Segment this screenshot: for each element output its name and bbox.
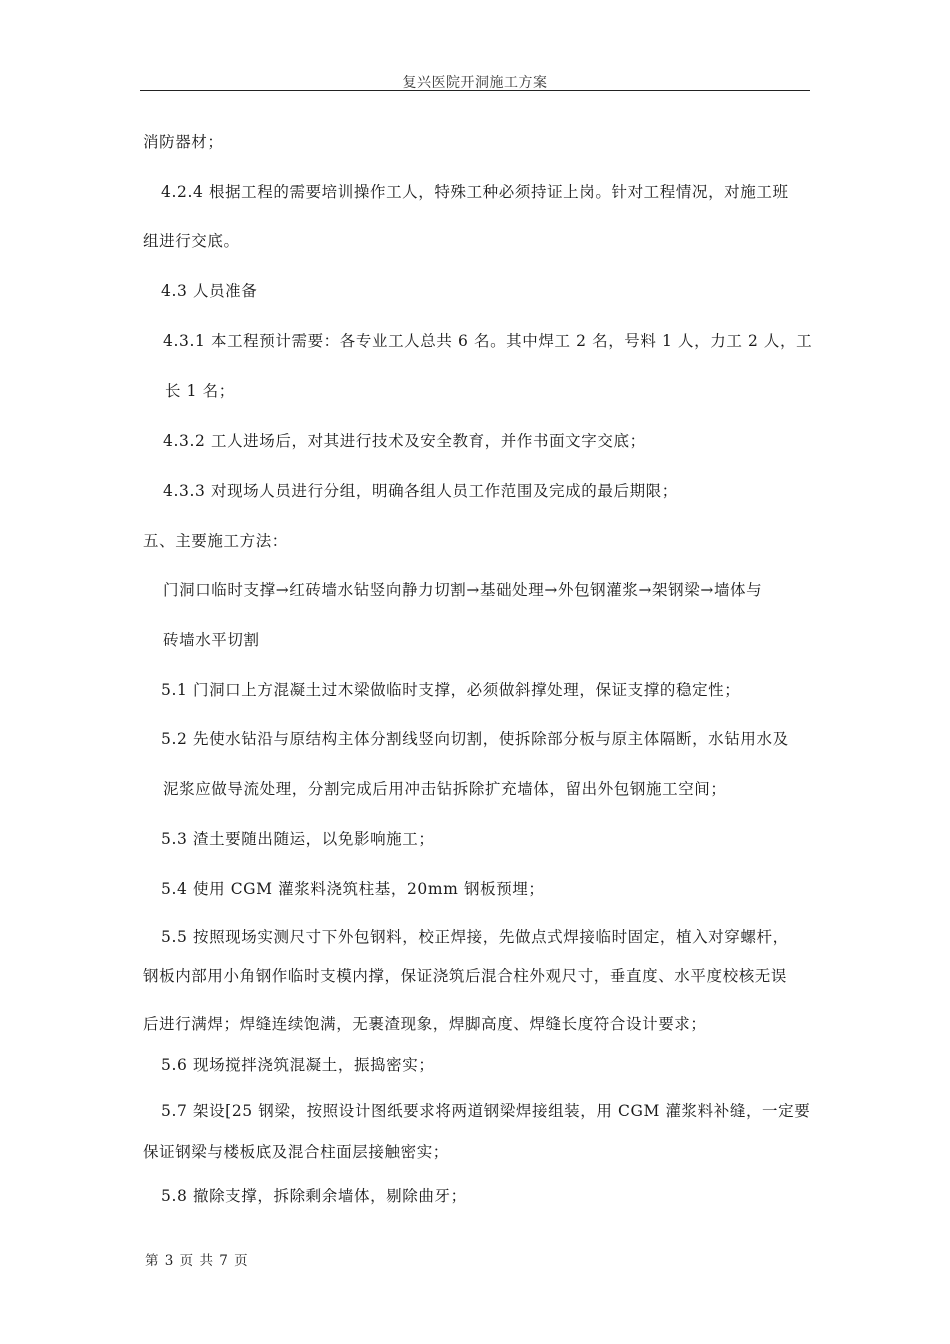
text-line: 5.1 门洞口上方混凝土过木梁做临时支撑，必须做斜撑处理，保证支撑的稳定性；	[161, 681, 741, 699]
text-line: 钢板内部用小角钢作临时支模内撑，保证浇筑后混合柱外观尺寸，垂直度、水平度校核无误	[143, 967, 788, 985]
text-line: 4.3.3 对现场人员进行分组，明确各组人员工作范围及完成的最后期限；	[163, 482, 678, 500]
section-heading: 4.3 人员准备	[161, 282, 258, 300]
text-line: 5.7 架设[25 钢梁，按照设计图纸要求将两道钢梁焊接组装，用 CGM 灌浆料补缝，一定要	[161, 1102, 811, 1120]
text-line: 4.2.4 根据工程的需要培训操作工人，特殊工种必须持证上岗。针对工程情况，对施工班	[161, 183, 789, 201]
text-line: 门洞口临时支撑→红砖墙水钻竖向静力切割→基础处理→外包钢灌浆→架钢梁→墙体与	[163, 581, 763, 599]
text-line: 长 1 名；	[165, 382, 235, 400]
page-header-title: 复兴医院开洞施工方案	[402, 75, 548, 91]
text-line: 组进行交底。	[143, 232, 240, 250]
text-line: 保证钢梁与楼板底及混合柱面层接触密实；	[143, 1143, 449, 1161]
text-line: 5.2 先使水钻沿与原结构主体分割线竖向切割，使拆除部分板与原主体隔断，水钻用水及	[161, 730, 789, 748]
text-line: 5.6 现场搅拌浇筑混凝土，振捣密实；	[161, 1056, 435, 1074]
header-rule	[140, 90, 810, 91]
section-heading: 五、主要施工方法：	[143, 532, 288, 550]
text-line: 4.3.2 工人进场后，对其进行技术及安全教育，并作书面文字交底；	[163, 432, 646, 450]
text-line: 后进行满焊；焊缝连续饱满，无裹渣现象，焊脚高度、焊缝长度符合设计要求；	[143, 1015, 707, 1033]
text-line: 5.5 按照现场实测尺寸下外包钢料，校正焊接，先做点式焊接临时固定，植入对穿螺杆，	[161, 928, 789, 946]
text-line: 5.4 使用 CGM 灌浆料浇筑柱基，20mm 钢板预埋；	[161, 880, 545, 898]
text-line: 5.8 撤除支撑，拆除剩余墙体，剔除曲牙；	[161, 1187, 467, 1205]
text-line: 泥浆应做导流处理，分割完成后用冲击钻拆除扩充墙体，留出外包钢施工空间；	[163, 780, 727, 798]
text-line: 消防器材；	[143, 133, 224, 151]
text-line: 4.3.1 本工程预计需要：各专业工人总共 6 名。其中焊工 2 名，号料 1 人，力工 2 人，工	[163, 332, 813, 350]
text-line: 砖墙水平切割	[163, 631, 260, 649]
text-line: 5.3 渣土要随出随运，以免影响施工；	[161, 830, 435, 848]
page-footer: 第 3 页 共 7 页	[145, 1253, 249, 1269]
